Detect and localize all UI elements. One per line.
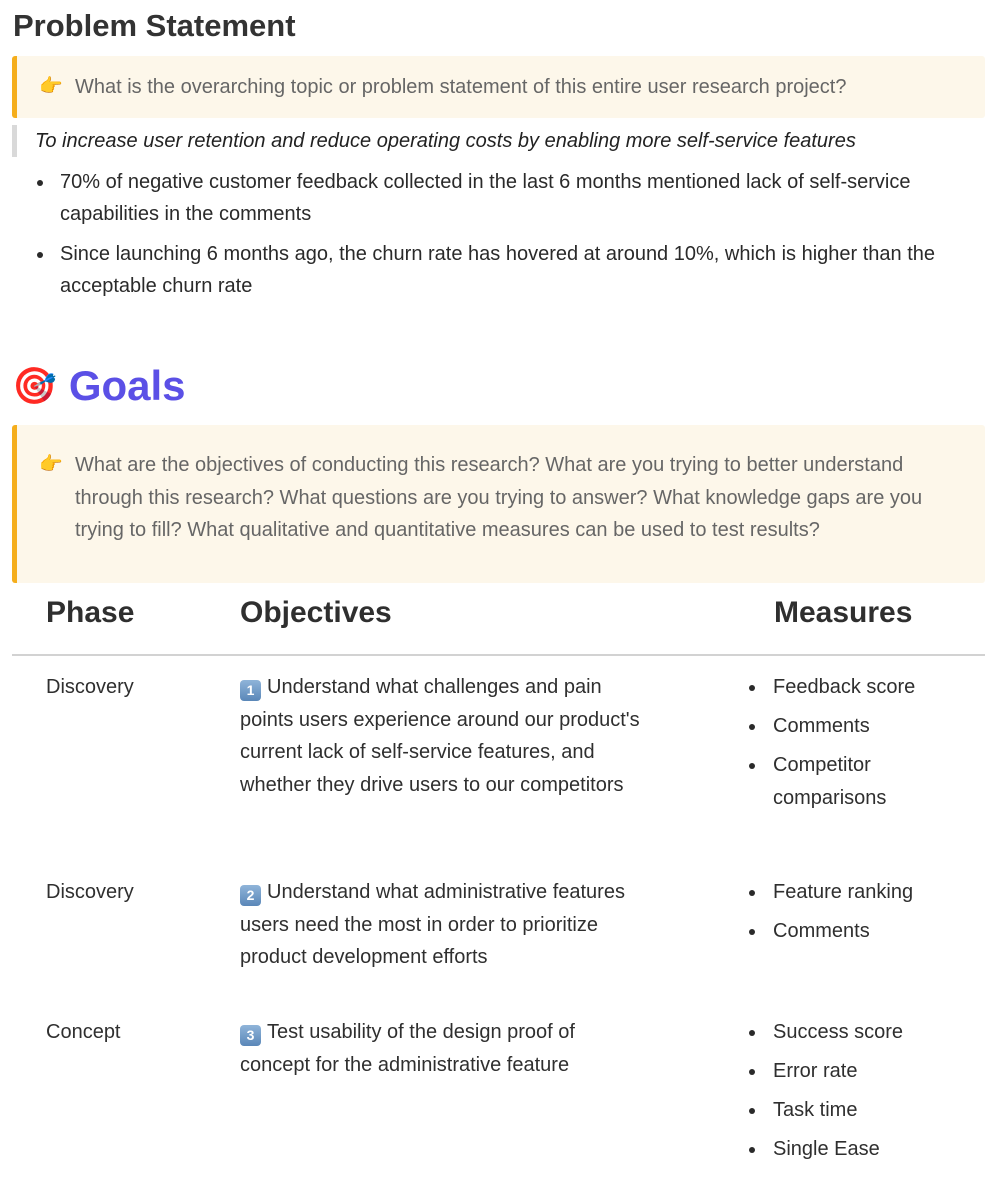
header-divider [12, 654, 985, 656]
objective-text: Test usability of the design proof of concept for the administrative feature [240, 1021, 575, 1076]
goals-title: Goals [68, 362, 186, 409]
goals-heading [12, 362, 186, 410]
objective-cell [240, 671, 650, 801]
measures-list [749, 876, 949, 954]
keycap-1-icon: 1 [240, 680, 261, 701]
pointing-hand-icon: 👉 [39, 76, 63, 97]
list-item: Competitor comparisons [749, 749, 949, 814]
list-item: Comments [749, 710, 949, 743]
problem-statement-heading: Problem Statement [13, 8, 296, 43]
list-item: Single Ease [749, 1133, 949, 1166]
callout-text: What are the objectives of conducting this research? What are you trying to better understand through this research? What questions are you trying to answer? What knowledge gaps are you trying to fill? What qualitative and quantitative measures can be used to test results? [75, 454, 923, 541]
target-icon: 🎯 [12, 365, 57, 406]
list-item: 70% of negative customer feedback collected in the last 6 months mentioned lack of self-service capabilities in the comments [34, 166, 954, 230]
column-header-objectives: Objectives [240, 596, 392, 629]
list-item: Success score [749, 1016, 949, 1049]
list-item: Feature ranking [749, 876, 949, 909]
phase-cell: Discovery [46, 676, 134, 698]
keycap-3-icon: 3 [240, 1025, 261, 1046]
list-item: Feedback score [749, 671, 949, 704]
list-item: Task time [749, 1094, 949, 1127]
phase-cell: Concept [46, 1021, 121, 1043]
problem-bullets [34, 166, 954, 302]
column-header-measures: Measures [774, 596, 913, 629]
list-item: Since launching 6 months ago, the churn rate has hovered at around 10%, which is higher than the acceptable churn rate [34, 238, 954, 302]
objective-cell [240, 876, 650, 974]
column-header-phase: Phase [46, 596, 135, 629]
objective-text: Understand what challenges and pain points users experience around our product's current lack of self-service features, and whether they drive users to our competitors [240, 676, 640, 796]
objective-cell [240, 1016, 650, 1081]
problem-callout [12, 56, 985, 118]
objective-text: Understand what administrative features users need the most in order to prioritize product development efforts [240, 881, 625, 968]
phase-cell: Discovery [46, 881, 134, 903]
keycap-2-icon: 2 [240, 885, 261, 906]
problem-quote: To increase user retention and reduce operating costs by enabling more self-service features [12, 125, 856, 157]
goals-callout [12, 425, 985, 583]
measures-list [749, 1016, 949, 1172]
measures-list [749, 671, 949, 821]
pointing-hand-icon: 👉 [39, 454, 63, 475]
list-item: Error rate [749, 1055, 949, 1088]
list-item: Comments [749, 915, 949, 948]
callout-text: What is the overarching topic or problem statement of this entire user research project? [75, 76, 847, 98]
